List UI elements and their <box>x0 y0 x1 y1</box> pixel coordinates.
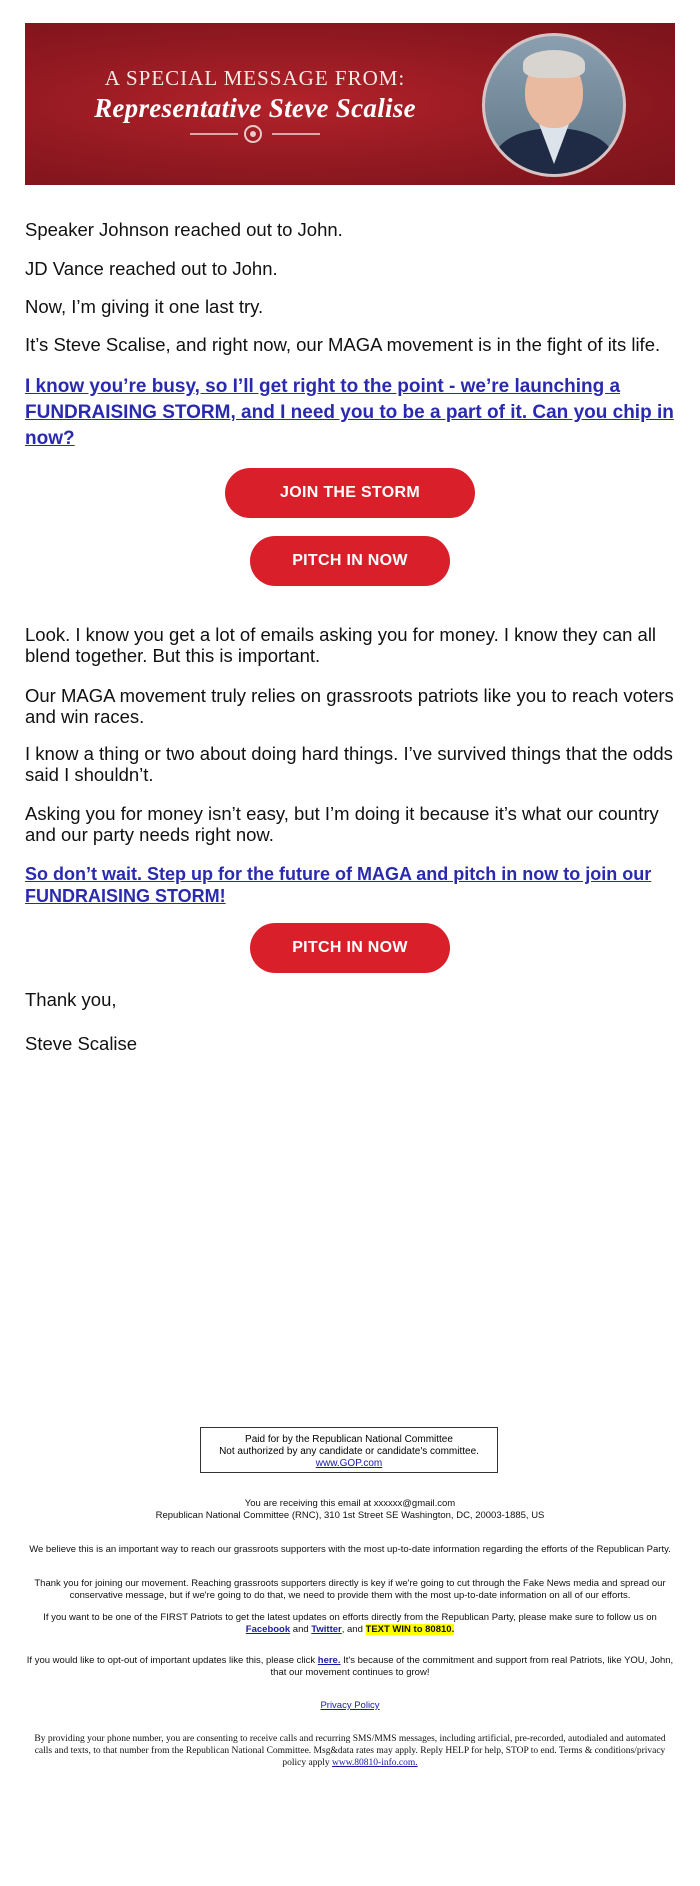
opt-out-intro: If you would like to opt-out of important updates like this, please click <box>26 1655 316 1666</box>
text-win-highlight: TEXT WIN to 80810. <box>365 1624 455 1635</box>
twitter-link[interactable]: Twitter <box>311 1624 342 1635</box>
call-to-action-link[interactable]: So don’t wait. Step up for the future of MAGA and pitch in now to join our FUNDRAISING STORM! <box>25 864 652 906</box>
and-text-2: , and <box>341 1624 363 1635</box>
follow-us-text <box>25 1612 675 1636</box>
sms-info-link[interactable]: www.80810-info.com. <box>331 1758 418 1768</box>
banner-divider-left <box>190 133 238 135</box>
paragraph-emails: Look. I know you get a lot of emails asking you for money. I know they can all blend together. But this is important. <box>25 624 657 666</box>
banner-name: Representative Steve Scalise <box>94 93 416 123</box>
sms-consent-text <box>25 1733 675 1769</box>
headline-link[interactable]: I know you’re busy, so I’ll get right to the point - we’re launching a FUNDRAISING STORM, and I need you to be a part of it. Can you chip in now? <box>25 376 674 449</box>
we-believe-text: We believe this is an important way to reach our grassroots supporters with the most up-to-date information regarding the efforts of the Republican Party. <box>29 1544 671 1555</box>
paid-for-disclaimer <box>200 1427 498 1473</box>
rnc-address: Republican National Committee (RNC), 310 1st Street SE Washington, DC, 20003-1885, US <box>155 1510 545 1521</box>
privacy-policy-link[interactable]: Privacy Policy <box>320 1700 380 1711</box>
banner-divider-right <box>272 133 320 135</box>
pitch-in-now-button-2[interactable]: PITCH IN NOW <box>250 923 450 973</box>
and-text-1: and <box>292 1624 309 1635</box>
seal-icon <box>244 125 262 143</box>
disclaimer-line-2: Not authorized by any candidate or candidate's committee. <box>219 1446 479 1457</box>
follow-us-intro: If you want to be one of the FIRST Patriots to get the latest updates on efforts directly from the Republican Party, please make sure to follow us on <box>43 1612 657 1623</box>
opt-out-text <box>25 1655 675 1679</box>
signoff: Thank you, <box>25 989 117 1010</box>
paragraph-grassroots: Our MAGA movement truly relies on grassroots patriots like you to reach voters and win races. <box>25 685 674 727</box>
join-the-storm-button[interactable]: JOIN THE STORM <box>225 468 475 518</box>
paragraph-intro: It’s Steve Scalise, and right now, our MAGA movement is in the fight of its life. <box>25 334 661 355</box>
receiving-email: You are receiving this email at xxxxxx@gmail.com <box>244 1498 456 1509</box>
receiving-notice <box>25 1498 675 1522</box>
pitch-in-now-button[interactable]: PITCH IN NOW <box>250 536 450 586</box>
gop-link[interactable]: www.GOP.com <box>315 1458 383 1469</box>
disclaimer-line-1: Paid for by the Republican National Committee <box>245 1434 453 1445</box>
paragraph-vance: JD Vance reached out to John. <box>25 258 278 279</box>
paragraph-speaker: Speaker Johnson reached out to John. <box>25 219 343 240</box>
sms-consent-body: By providing your phone number, you are consenting to receive calls and recurring SMS/MMS messages, including artificial, pre-recorded, autodialed and automated calls and texts, to that number from the Republican National Committee. Msg&data rates may apply. Reply HELP for help, STOP to end. Terms & conditions/privacy policy apply <box>34 1734 666 1768</box>
facebook-link[interactable]: Facebook <box>245 1624 291 1635</box>
paragraph-hard-things: I know a thing or two about doing hard things. I’ve survived things that the odds said I shouldn’t. <box>25 743 673 785</box>
opt-out-link[interactable]: here. <box>317 1655 341 1666</box>
header-banner <box>25 23 675 185</box>
banner-kicker: A SPECIAL MESSAGE FROM: <box>104 66 406 90</box>
privacy-row <box>25 1700 675 1712</box>
signature: Steve Scalise <box>25 1033 138 1054</box>
thank-you-text: Thank you for joining our movement. Reaching grassroots supporters directly is key if we're going to cut through the Fake News media and spread our conservative message, but if we're going to do that, we need to provide them with the most up-to-date information on all of our efforts. <box>34 1578 666 1601</box>
portrait-photo <box>482 33 626 177</box>
paragraph-last-try: Now, I’m giving it one last try. <box>25 296 264 317</box>
opt-out-outro: It's because of the commitment and support from real Patriots, like YOU, John, that our movement continues to grow! <box>270 1655 674 1678</box>
paragraph-asking: Asking you for money isn’t easy, but I’m doing it because it’s what our country and our party needs right now. <box>25 803 659 845</box>
